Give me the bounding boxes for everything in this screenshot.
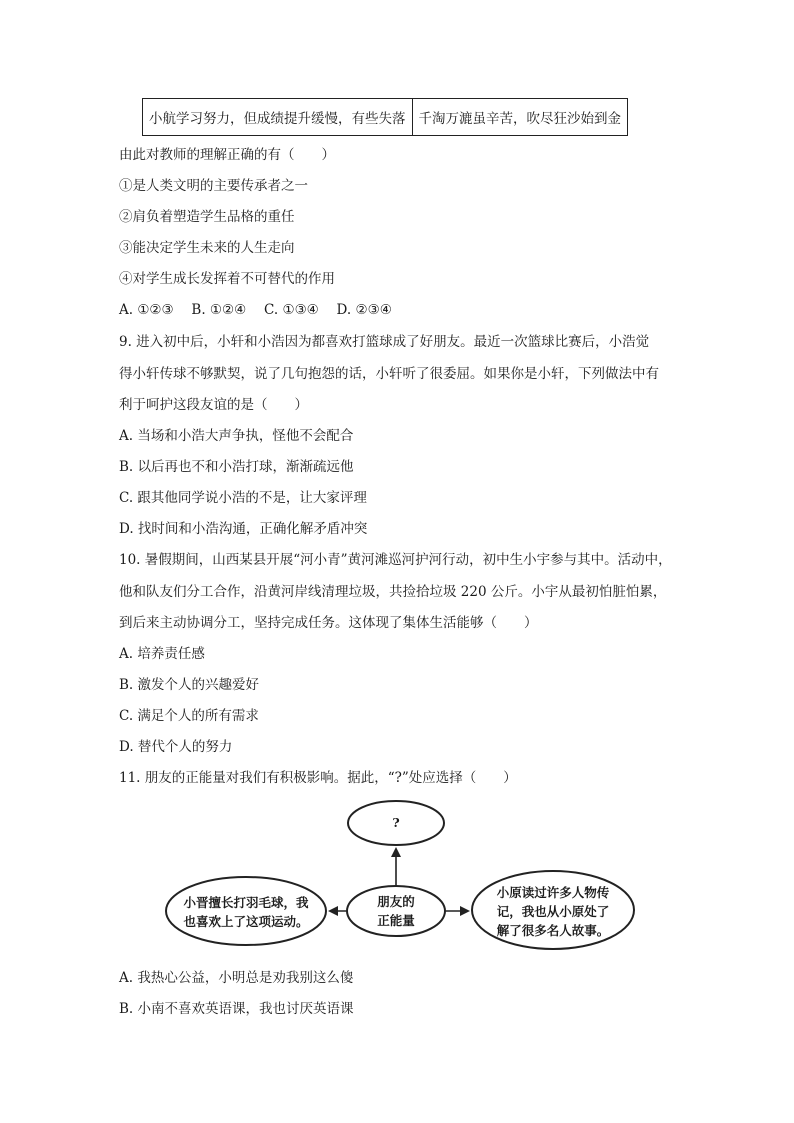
q9-stem-line-2: 得小轩传球不够默契，说了几句抱怨的话，小轩听了很委屈。如果你是小轩，下列做法中有 (119, 366, 659, 382)
top-node-label: ? (392, 815, 400, 830)
q8-item-3: ③能决定学生未来的人生走向 (119, 240, 295, 256)
q10-stem-line-1: 10. 暑假期间，山西某县开展“河小青”黄河滩巡河护河行动，初中生小宇参与其中。活动中， (119, 552, 672, 568)
q9-stem-line-3: 利于呵护这段友谊的是（ ） (119, 397, 308, 413)
left-node-label-line-1: 小晋擅长打羽毛球，我 (183, 895, 309, 910)
q10-option-a: A. 培养责任感 (119, 646, 205, 662)
q9-option-a: A. 当场和小浩大声争执，怪他不会配合 (119, 428, 354, 444)
q9-option-b: B. 以后再也不和小浩打球，渐渐疏远他 (119, 459, 354, 475)
center-node-label-line-2: 正能量 (377, 913, 415, 928)
q10-stem-line-3: 到后来主动协调分工，坚持完成任务。这体现了集体生活能够（ ） (119, 615, 538, 631)
q10-option-d: D. 替代个人的努力 (119, 739, 233, 755)
q8-item-2: ②肩负着塑造学生品格的重任 (119, 209, 295, 225)
q10-stem-line-2: 他和队友们分工合作，沿黄河岸线清理垃圾，共捡拾垃圾 220 公斤。小宇从最初怕脏怕累， (119, 584, 667, 600)
center-node-label-line-1: 朋友的 (377, 894, 415, 909)
q9-stem-line-1: 9. 进入初中后，小轩和小浩因为都喜欢打篮球成了好朋友。最近一次篮球比赛后，小浩觉 (119, 334, 650, 350)
right-node-label-line-1: 小原读过许多人物传 (496, 885, 610, 900)
table-cell-situation: 小航学习努力，但成绩提升缓慢，有些失落 (143, 99, 413, 136)
q8-item-4: ④对学生成长发挥着不可替代的作用 (119, 271, 335, 287)
q11-option-b: B. 小南不喜欢英语课，我也讨厌英语课 (119, 1001, 354, 1017)
left-node-label-line-2: 也喜欢上了这项运动。 (183, 914, 309, 929)
q10-option-b: B. 激发个人的兴趣爱好 (119, 677, 260, 693)
q10-option-c: C. 满足个人的所有需求 (119, 708, 259, 724)
right-node-label-line-3: 解了很多名人故事。 (496, 923, 610, 938)
q8-stem: 由此对教师的理解正确的有（ ） (119, 147, 335, 163)
table-cell-poem: 千淘万漉虽辛苦，吹尽狂沙始到金 (412, 99, 628, 136)
right-node-label-line-2: 记，我也从小原处了 (496, 904, 610, 919)
q9-option-c: C. 跟其他同学说小浩的不是，让大家评理 (119, 490, 367, 506)
q9-option-d: D. 找时间和小浩沟通，正确化解矛盾冲突 (119, 521, 368, 537)
q11-option-a: A. 我热心公益，小明总是劝我别这么傻 (119, 970, 354, 986)
q8-options: A. ①②③ B. ①②④ C. ①③④ D. ②③④ (119, 302, 392, 318)
q8-item-1: ①是人类文明的主要传承者之一 (119, 178, 308, 194)
q11-stem: 11. 朋友的正能量对我们有积极影响。据此，“?”处应选择（ ） (119, 770, 517, 786)
